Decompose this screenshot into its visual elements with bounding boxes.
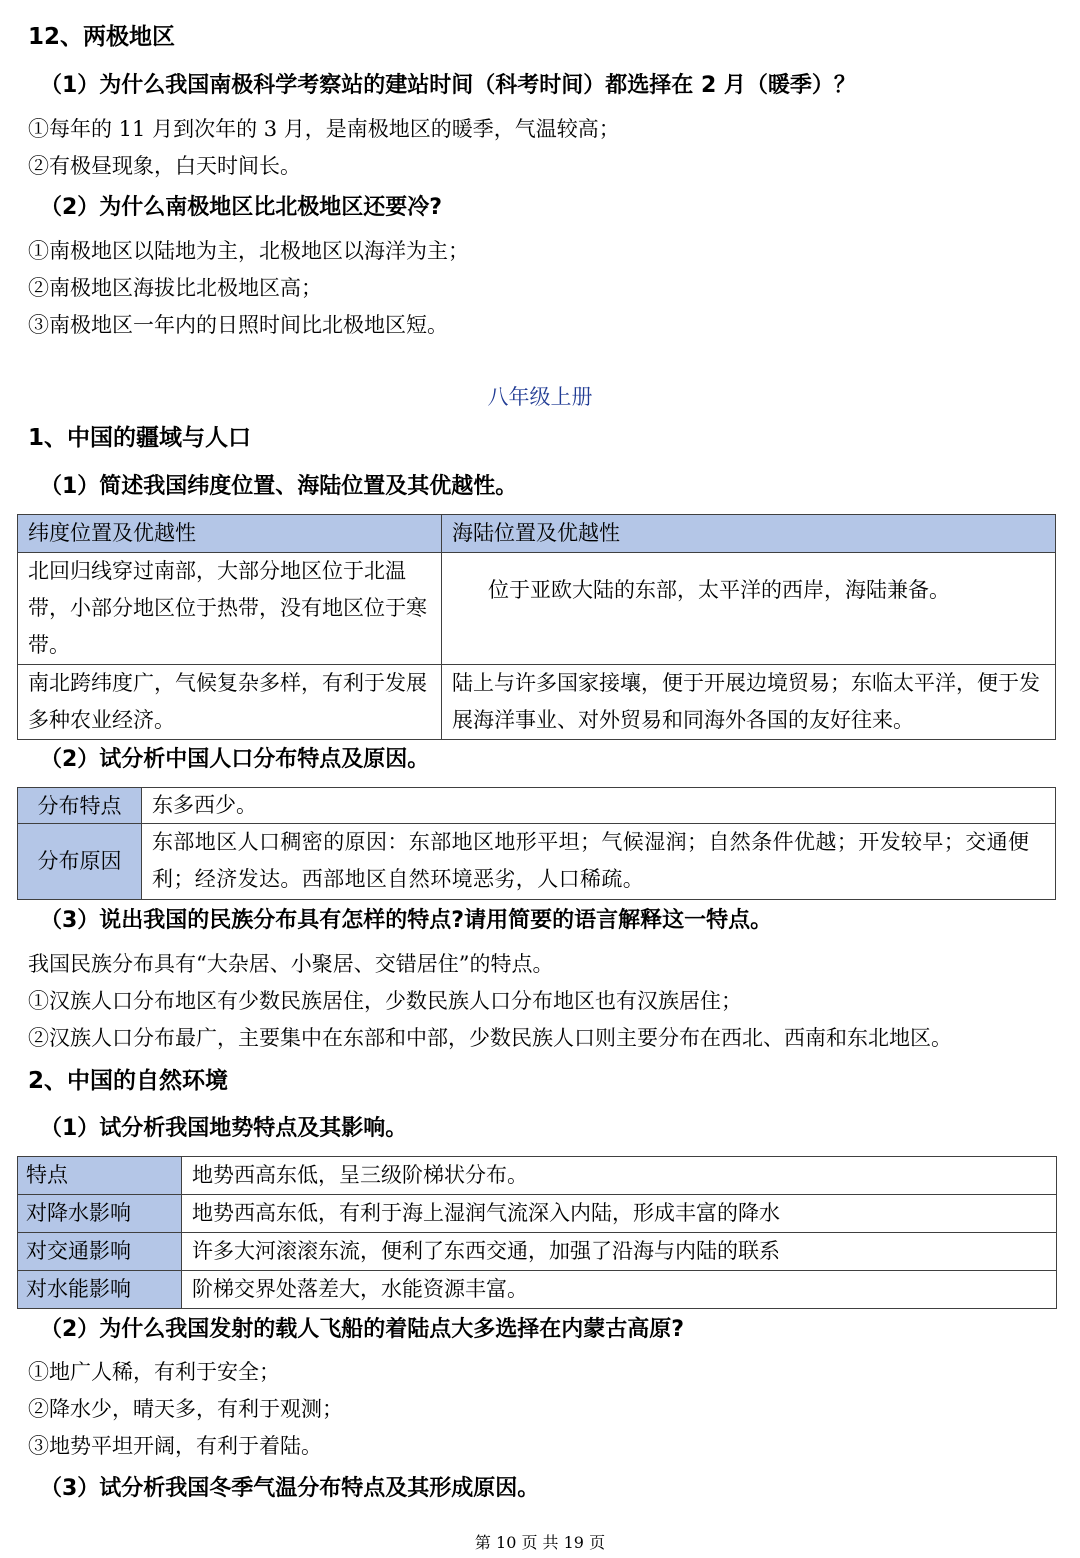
table-cell-text: 位于亚欧大陆的东部，太平洋的西岸，海陆兼备。	[488, 578, 950, 602]
table-header: 海陆位置及优越性	[442, 515, 1056, 553]
question-2-2: （2）为什么我国发射的载人飞船的着陆点大多选择在内蒙古高原?	[40, 1317, 685, 1342]
table-row-header: 特点	[18, 1157, 182, 1195]
table-cell: 陆上与许多国家接壤，便于开展边境贸易；东临太平洋，便于发展海洋事业、对外贸易和同海外各国的友好往来。	[442, 665, 1056, 740]
table-header: 纬度位置及优越性	[18, 515, 442, 553]
table-cell: 阶梯交界处落差大，水能资源丰富。	[182, 1271, 1057, 1309]
table-cell: 许多大河滚滚东流，便利了东西交通，加强了沿海与内陆的联系	[182, 1233, 1057, 1271]
table-cell: 东多西少。	[142, 788, 1056, 824]
table-cell: 南北跨纬度广，气候复杂多样，有利于发展多种农业经济。	[18, 665, 442, 740]
question-12-1: （1）为什么我国南极科学考察站的建站时间（科考时间）都选择在 2 月（暖季）？	[40, 73, 856, 98]
question-1-1: （1）简述我国纬度位置、海陆位置及其优越性。	[40, 474, 518, 499]
answer-line: ③地势平坦开阔，有利于着陆。	[28, 1434, 322, 1458]
table-cell: 地势西高东低，呈三级阶梯状分布。	[182, 1157, 1057, 1195]
page-footer: 第 10 页 共 19 页	[474, 1533, 606, 1552]
answer-line: ①每年的 11 月到次年的 3 月，是南极地区的暖季，气温较高；	[28, 117, 620, 141]
question-2-1: （1）试分析我国地势特点及其影响。	[40, 1116, 408, 1141]
answer-line: ③南极地区一年内的日照时间比北极地区短。	[28, 313, 448, 337]
section-2-title: 2、中国的自然环境	[28, 1068, 229, 1094]
answer-line: ②有极昼现象，白天时间长。	[28, 154, 301, 178]
terrain-table	[17, 1156, 1057, 1309]
table-row-header: 分布原因	[18, 824, 142, 900]
table-row-header: 对降水影响	[18, 1195, 182, 1233]
answer-line: ②降水少，晴天多，有利于观测；	[28, 1397, 343, 1421]
position-table	[17, 514, 1056, 740]
table-cell: 北回归线穿过南部，大部分地区位于北温带，小部分地区位于热带，没有地区位于寒带。	[18, 553, 442, 665]
answer-line: ②南极地区海拔比北极地区高；	[28, 276, 322, 300]
grade-title: 八年级上册	[487, 385, 593, 409]
answer-line: ①南极地区以陆地为主，北极地区以海洋为主；	[28, 239, 469, 263]
table-row-header: 对交通影响	[18, 1233, 182, 1271]
section-12-title: 12、两极地区	[28, 24, 176, 50]
answer-line: ①地广人稀，有利于安全；	[28, 1360, 280, 1384]
table-cell: 东部地区人口稠密的原因：东部地区地形平坦；气候湿润；自然条件优越；开发较早；交通便利；经济发达。西部地区自然环境恶劣，人口稀疏。	[142, 824, 1056, 900]
section-1-title: 1、中国的疆域与人口	[28, 425, 252, 451]
question-1-2: （2）试分析中国人口分布特点及原因。	[40, 747, 430, 772]
question-12-2: （2）为什么南极地区比北极地区还要冷?	[40, 195, 443, 220]
question-2-3: （3）试分析我国冬季气温分布特点及其形成原因。	[40, 1476, 540, 1501]
table-cell: 地势西高东低，有利于海上湿润气流深入内陆，形成丰富的降水	[182, 1195, 1057, 1233]
answer-line: ①汉族人口分布地区有少数民族居住，少数民族人口分布地区也有汉族居住；	[28, 989, 742, 1013]
population-table	[17, 787, 1056, 900]
answer-line: ②汉族人口分布最广，主要集中在东部和中部，少数民族人口则主要分布在西北、西南和东北地区。	[28, 1026, 952, 1050]
table-row-header: 分布特点	[18, 788, 142, 824]
table-row-header: 对水能影响	[18, 1271, 182, 1309]
answer-line: 我国民族分布具有“大杂居、小聚居、交错居住”的特点。	[28, 952, 554, 976]
table-cell	[442, 553, 1056, 665]
question-1-3: （3）说出我国的民族分布具有怎样的特点?请用简要的语言解释这一特点。	[40, 908, 773, 933]
